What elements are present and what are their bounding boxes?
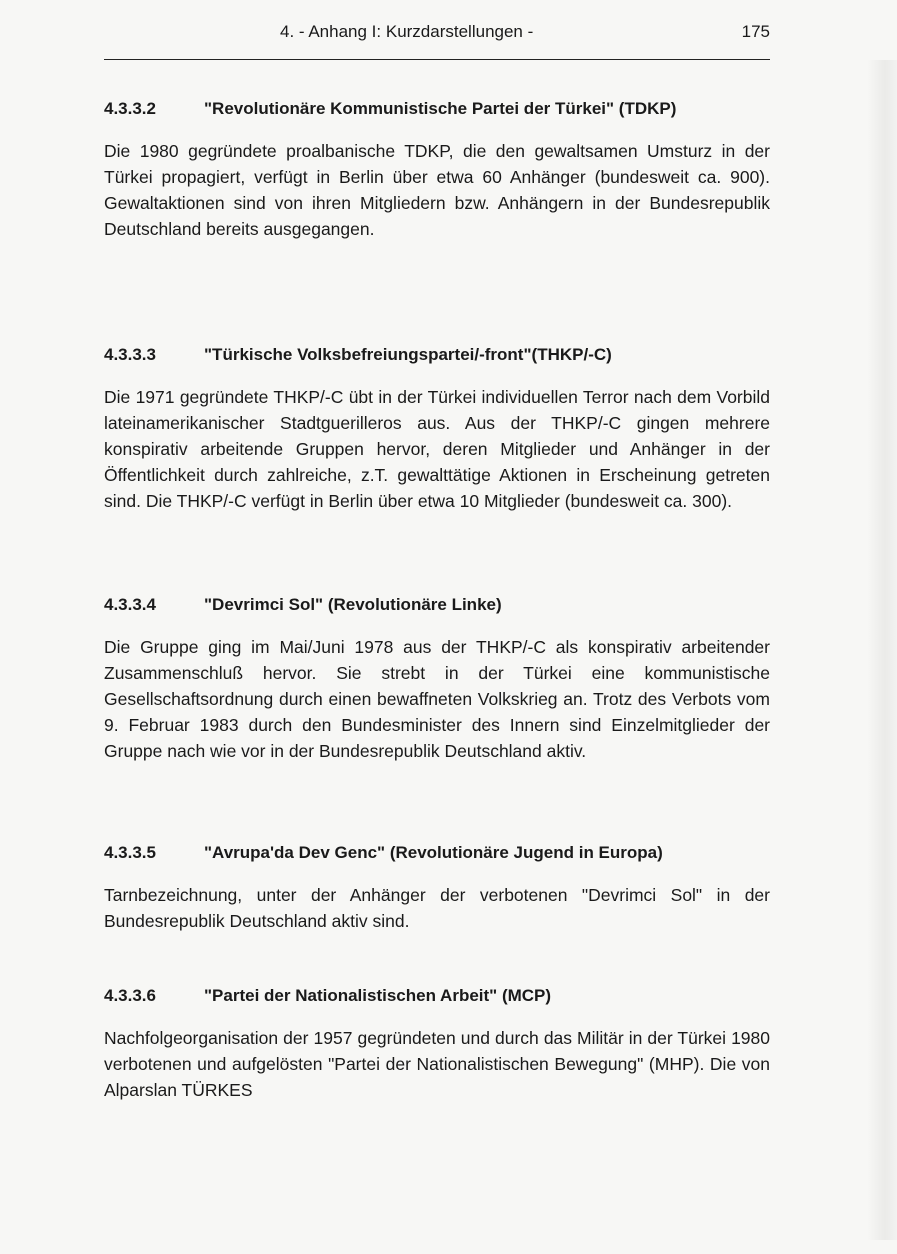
section-body: Die 1980 gegründete proalbanische TDKP, die den gewaltsamen Umsturz in der Türkei propagiert, verfügt in Berlin über etwa 60 Anhänger (bundesweit ca. 900). Gewaltaktionen sind von ihren Mitgliedern bzw. Anhängern in der Bundesrepublik Deutschland bereits ausgegangen. [104, 141, 770, 239]
header-divider [104, 59, 770, 60]
section-number: 4.3.3.3 [104, 345, 156, 364]
running-header-title: 4. - Anhang I: Kurzdarstellungen - [280, 22, 534, 41]
section-title: "Türkische Volksbefreiungspartei/-front"(THKP/-C) [204, 345, 612, 364]
section-heading [104, 96, 770, 122]
section-heading [104, 840, 770, 866]
section-title: "Revolutionäre Kommunistische Partei der Türkei" (TDKP) [204, 99, 677, 118]
section-devrimci-sol [104, 592, 770, 764]
section-number: 4.3.3.5 [104, 843, 156, 862]
scan-edge-shadow [867, 60, 897, 1240]
section-dev-genc [104, 840, 770, 934]
section-number: 4.3.3.2 [104, 99, 156, 118]
section-number: 4.3.3.6 [104, 986, 156, 1005]
section-body: Die Gruppe ging im Mai/Juni 1978 aus der THKP/-C als konspirativ arbeitender Zusammenschluß hervor. Sie strebt in der Türkei eine kommunistische Gesellschaftsordnung durch einen bewaffneten Volkskrieg an. Trotz des Verbots vom 9. Februar 1983 durch den Bundesminister des Innern sind Einzelmitglieder der Gruppe nach wie vor in der Bundesrepublik Deutschland aktiv. [104, 637, 770, 761]
section-body: Tarnbezeichnung, unter der Anhänger der verbotenen "Devrimci Sol" in der Bundesrepublik Deutschland aktiv sind. [104, 885, 770, 931]
section-title: "Avrupa'da Dev Genc" (Revolutionäre Jugend in Europa) [204, 843, 663, 862]
section-body: Nachfolgeorganisation der 1957 gegründeten und durch das Militär in der Türkei 1980 verbotenen und aufgelösten "Partei der Nationalistischen Bewegung" (MHP). Die von Alparslan TÜRKES [104, 1028, 770, 1100]
section-tdkp [104, 96, 770, 242]
running-header [104, 22, 770, 44]
section-heading [104, 342, 770, 368]
section-thkp-c [104, 342, 770, 514]
section-body: Die 1971 gegründete THKP/-C übt in der Türkei individuellen Terror nach dem Vorbild lateinamerikanischer Stadtguerilleros aus. Aus der THKP/-C gingen mehrere konspirativ arbeitende Gruppen hervor, deren Mitglieder und Anhänger in der Öffentlichkeit durch zahlreiche, z.T. gewalttätige Aktionen in Erscheinung getreten sind. Die THKP/-C verfügt in Berlin über etwa 10 Mitglieder (bundesweit ca. 300). [104, 387, 770, 511]
section-title: "Partei der Nationalistischen Arbeit" (MCP) [204, 986, 552, 1005]
section-number: 4.3.3.4 [104, 595, 156, 614]
section-heading [104, 983, 770, 1009]
section-title: "Devrimci Sol" (Revolutionäre Linke) [204, 595, 502, 614]
section-mcp [104, 983, 770, 1103]
section-heading [104, 592, 770, 618]
page-number: 175 [741, 22, 770, 41]
